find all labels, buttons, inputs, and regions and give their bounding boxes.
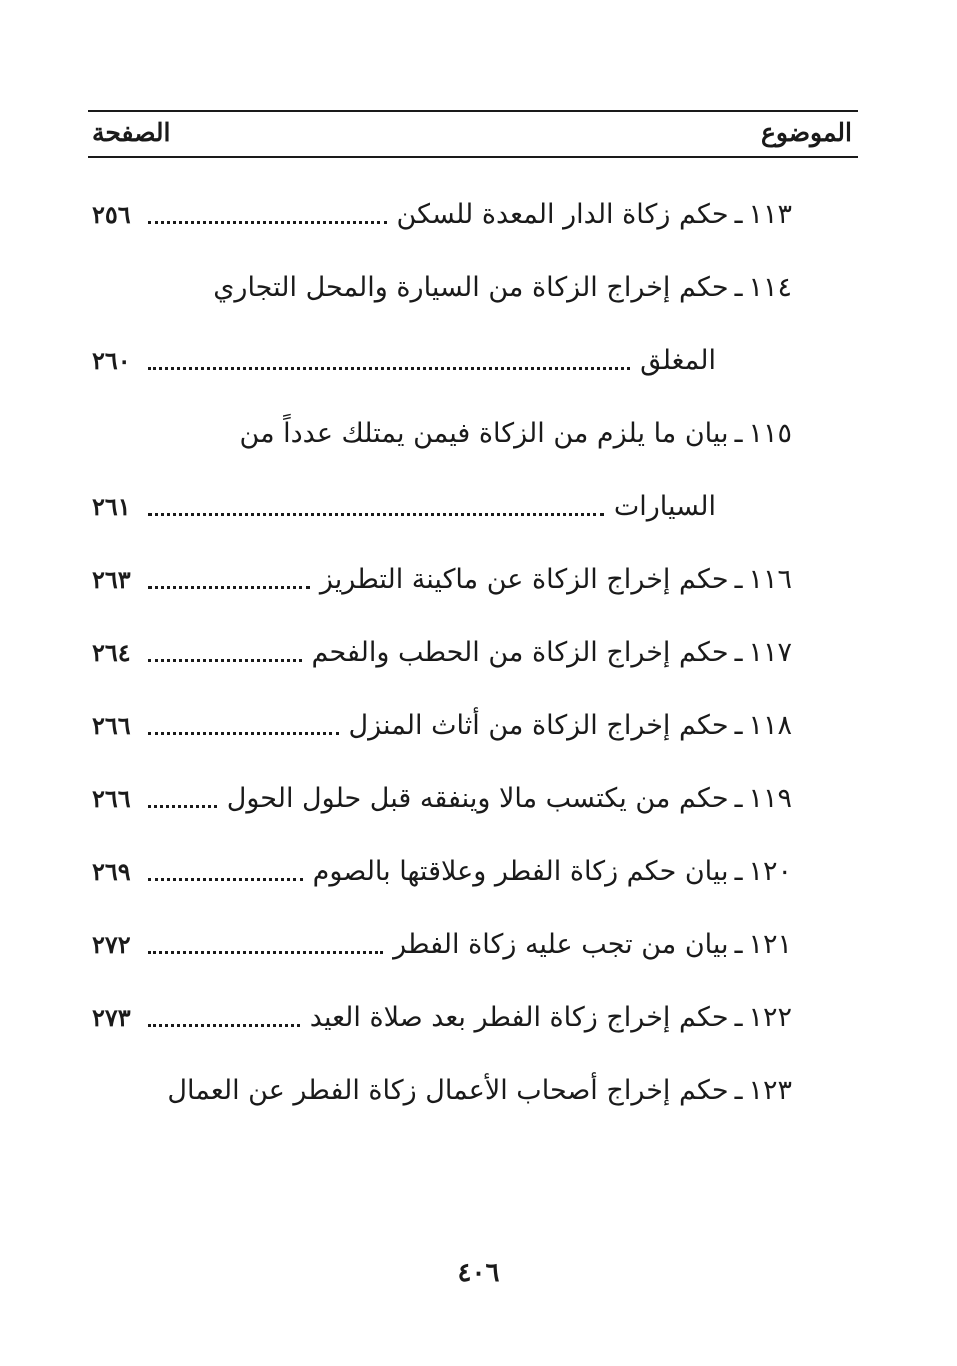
dot-leader	[148, 805, 217, 808]
entry-title: حكم إخراج الزكاة من الحطب والفحم	[311, 637, 729, 668]
entry-dash: ـ	[734, 783, 743, 814]
toc-entry	[92, 543, 792, 616]
page-column-heading: الصفحة	[92, 118, 171, 147]
entry-number: ١١٥	[748, 418, 792, 449]
entry-dash: ـ	[734, 1075, 743, 1106]
dot-leader	[148, 659, 302, 662]
entry-dash: ـ	[734, 710, 743, 741]
dot-leader	[148, 586, 310, 589]
dot-leader	[148, 732, 339, 735]
entry-title: حكم إخراج الزكاة عن ماكينة التطريز	[319, 564, 729, 595]
entry-page-number: ٢٦٠	[92, 346, 131, 375]
entry-dash: ـ	[734, 199, 743, 230]
dot-leader	[148, 513, 604, 516]
dot-leader	[148, 367, 630, 370]
toc-entry	[92, 835, 792, 908]
entry-page-number: ٢٧٢	[92, 930, 131, 959]
entry-number: ١٢١	[748, 929, 792, 960]
toc-entry	[92, 397, 792, 470]
entry-number: ١١٧	[748, 637, 792, 668]
entry-number: ١١٣	[748, 199, 792, 230]
entry-page-number: ٢٦٦	[92, 711, 131, 740]
entry-number: ١٢٢	[748, 1002, 792, 1033]
entry-number: ١١٤	[748, 272, 792, 303]
entry-dash: ـ	[734, 564, 743, 595]
toc-entry	[92, 616, 792, 689]
toc-entry	[92, 251, 792, 324]
entry-page-number: ٢٦١	[92, 492, 131, 521]
toc-entry-continuation	[92, 470, 792, 543]
entry-title: السيارات	[613, 491, 716, 522]
toc-entry	[92, 981, 792, 1054]
toc-entry-continuation	[92, 324, 792, 397]
entry-number: ١١٨	[748, 710, 792, 741]
toc-entry	[92, 689, 792, 762]
entry-page-number: ٢٦٩	[92, 857, 131, 886]
toc-entry	[92, 178, 792, 251]
entry-page-number: ٢٧٣	[92, 1003, 131, 1032]
toc-entry	[92, 762, 792, 835]
dot-leader	[148, 1024, 300, 1027]
dot-leader	[148, 221, 387, 224]
entry-title: حكم من يكتسب مالا وينفقه قبل حلول الحول	[226, 783, 729, 814]
entry-dash: ـ	[734, 1002, 743, 1033]
toc-entry	[92, 908, 792, 981]
entry-title: المغلق	[640, 345, 716, 376]
entry-title: بيان حكم زكاة الفطر وعلاقتها بالصوم	[312, 856, 729, 887]
entry-page-number: ٢٦٣	[92, 565, 131, 594]
table-of-contents	[92, 178, 792, 1127]
toc-entry	[92, 1054, 792, 1127]
page-number: ٤٠٦	[457, 1258, 500, 1288]
entry-dash: ـ	[734, 418, 743, 449]
dot-leader	[148, 951, 383, 954]
dot-leader	[148, 878, 303, 881]
entry-page-number: ٢٦٦	[92, 784, 131, 813]
entry-title: بيان ما يلزم من الزكاة فيمن يمتلك عدداً من	[239, 418, 729, 449]
entry-dash: ـ	[734, 637, 743, 668]
topic-column-heading: الموضوع	[761, 118, 852, 147]
entry-title: حكم إخراج أصحاب الأعمال زكاة الفطر عن العمال	[167, 1075, 729, 1106]
entry-number: ١٢٣	[748, 1075, 792, 1106]
entry-title: حكم إخراج الزكاة من السيارة والمحل التجاري	[213, 272, 729, 303]
entry-page-number: ٢٥٦	[92, 200, 131, 229]
entry-number: ١٢٠	[748, 856, 792, 887]
toc-header	[88, 110, 858, 158]
entry-title: حكم زكاة الدار المعدة للسكن	[396, 199, 729, 230]
entry-dash: ـ	[734, 272, 743, 303]
entry-title: حكم إخراج الزكاة من أثاث المنزل	[348, 710, 729, 741]
entry-number: ١١٩	[748, 783, 792, 814]
entry-title: بيان من تجب عليه زكاة الفطر	[393, 929, 729, 960]
entry-page-number: ٢٦٤	[92, 638, 131, 667]
entry-number: ١١٦	[748, 564, 792, 595]
entry-title: حكم إخراج زكاة الفطر بعد صلاة العيد	[309, 1002, 729, 1033]
entry-dash: ـ	[734, 929, 743, 960]
entry-dash: ـ	[734, 856, 743, 887]
